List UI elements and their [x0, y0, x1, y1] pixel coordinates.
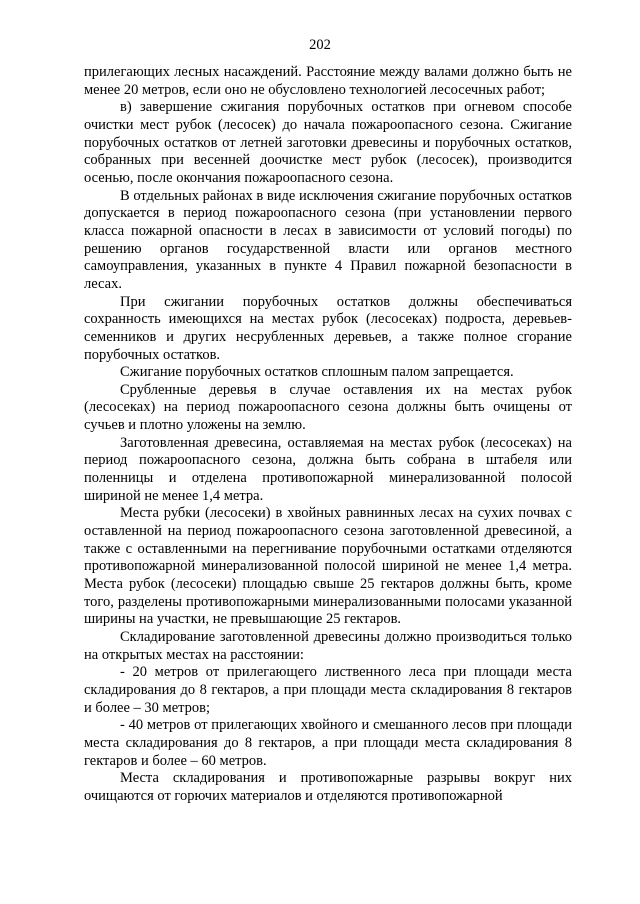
list-item: - 20 метров от прилегающего лиственного леса при площади места складирования до 8 гектаров, а при площади места складирования 8 гектаров и более – 30 метров;: [84, 664, 572, 716]
paragraph: Места складирования и противопожарные разрывы вокруг них очищаются от горючих материалов и отделяются противопожарной: [84, 770, 572, 804]
paragraph: Складирование заготовленной древесины должно производиться только на открытых местах на расстоянии:: [84, 629, 572, 663]
body-text: [84, 64, 572, 806]
page-number: 202: [309, 37, 331, 53]
list-item: - 40 метров от прилегающих хвойного и смешанного лесов при площади места складирования до 8 гектаров, а при площади места складирования 8 гектаров и более – 60 метров.: [84, 717, 572, 769]
paragraph: Места рубки (лесосеки) в хвойных равнинных лесах на сухих почвах с оставленной на период пожароопасного сезона заготовленной древесиной, а также с оставленными на перегнивание порубочными остатками отделяются противопожарной минерализованной полосой шириной не менее 1,4 метра. Места рубок (лесосеки) площадью свыше 25 гектаров должны быть, кроме того, разделены противопожарными минерализованными полосами указанной ширины на участки, не превышающие 25 гектаров.: [84, 505, 572, 628]
paragraph: При сжигании порубочных остатков должны обеспечиваться сохранность имеющихся на местах рубок (лесосеках) подроста, деревьев-семенников и других несрубленных деревьев, а также полное сгорание порубочных остатков.: [84, 293, 572, 363]
paragraph: Срубленные деревья в случае оставления их на местах рубок (лесосеках) на период пожароопасного сезона должны быть очищены от сучьев и плотно уложены на землю.: [84, 381, 572, 434]
paragraph: Сжигание порубочных остатков сплошным палом запрещается.: [120, 364, 514, 381]
paragraph: в) завершение сжигания порубочных остатков при огневом способе очистки мест рубок (лесосек) до начала пожароопасного сезона. Сжигание порубочных остатков от летней заготовки древесины и порубочных остатков, собранных при весенней доочистке мест рубок (лесосек), производится осенью, после окончания пожароопасного сезона.: [84, 99, 572, 186]
paragraph: прилегающих лесных насаждений. Расстояние между валами должно быть не менее 20 метров, если оно не обусловлено технологией лесосечных работ;: [84, 64, 572, 98]
paragraph: Заготовленная древесина, оставляемая на местах рубок (лесосеках) на период пожароопасного сезона, должна быть собрана в штабеля или поленницы и отделена противопожарной минерализованной полосой шириной не менее 1,4 метра.: [84, 434, 572, 504]
paragraph: В отдельных районах в виде исключения сжигание порубочных остатков допускается в период пожароопасного сезона (при установлении первого класса пожарной опасности в лесах в зависимости от условий погоды) по решению органов государственной власти или органов местного самоуправления, указанных в пункте 4 Правил пожарной безопасности в лесах.: [84, 187, 572, 292]
